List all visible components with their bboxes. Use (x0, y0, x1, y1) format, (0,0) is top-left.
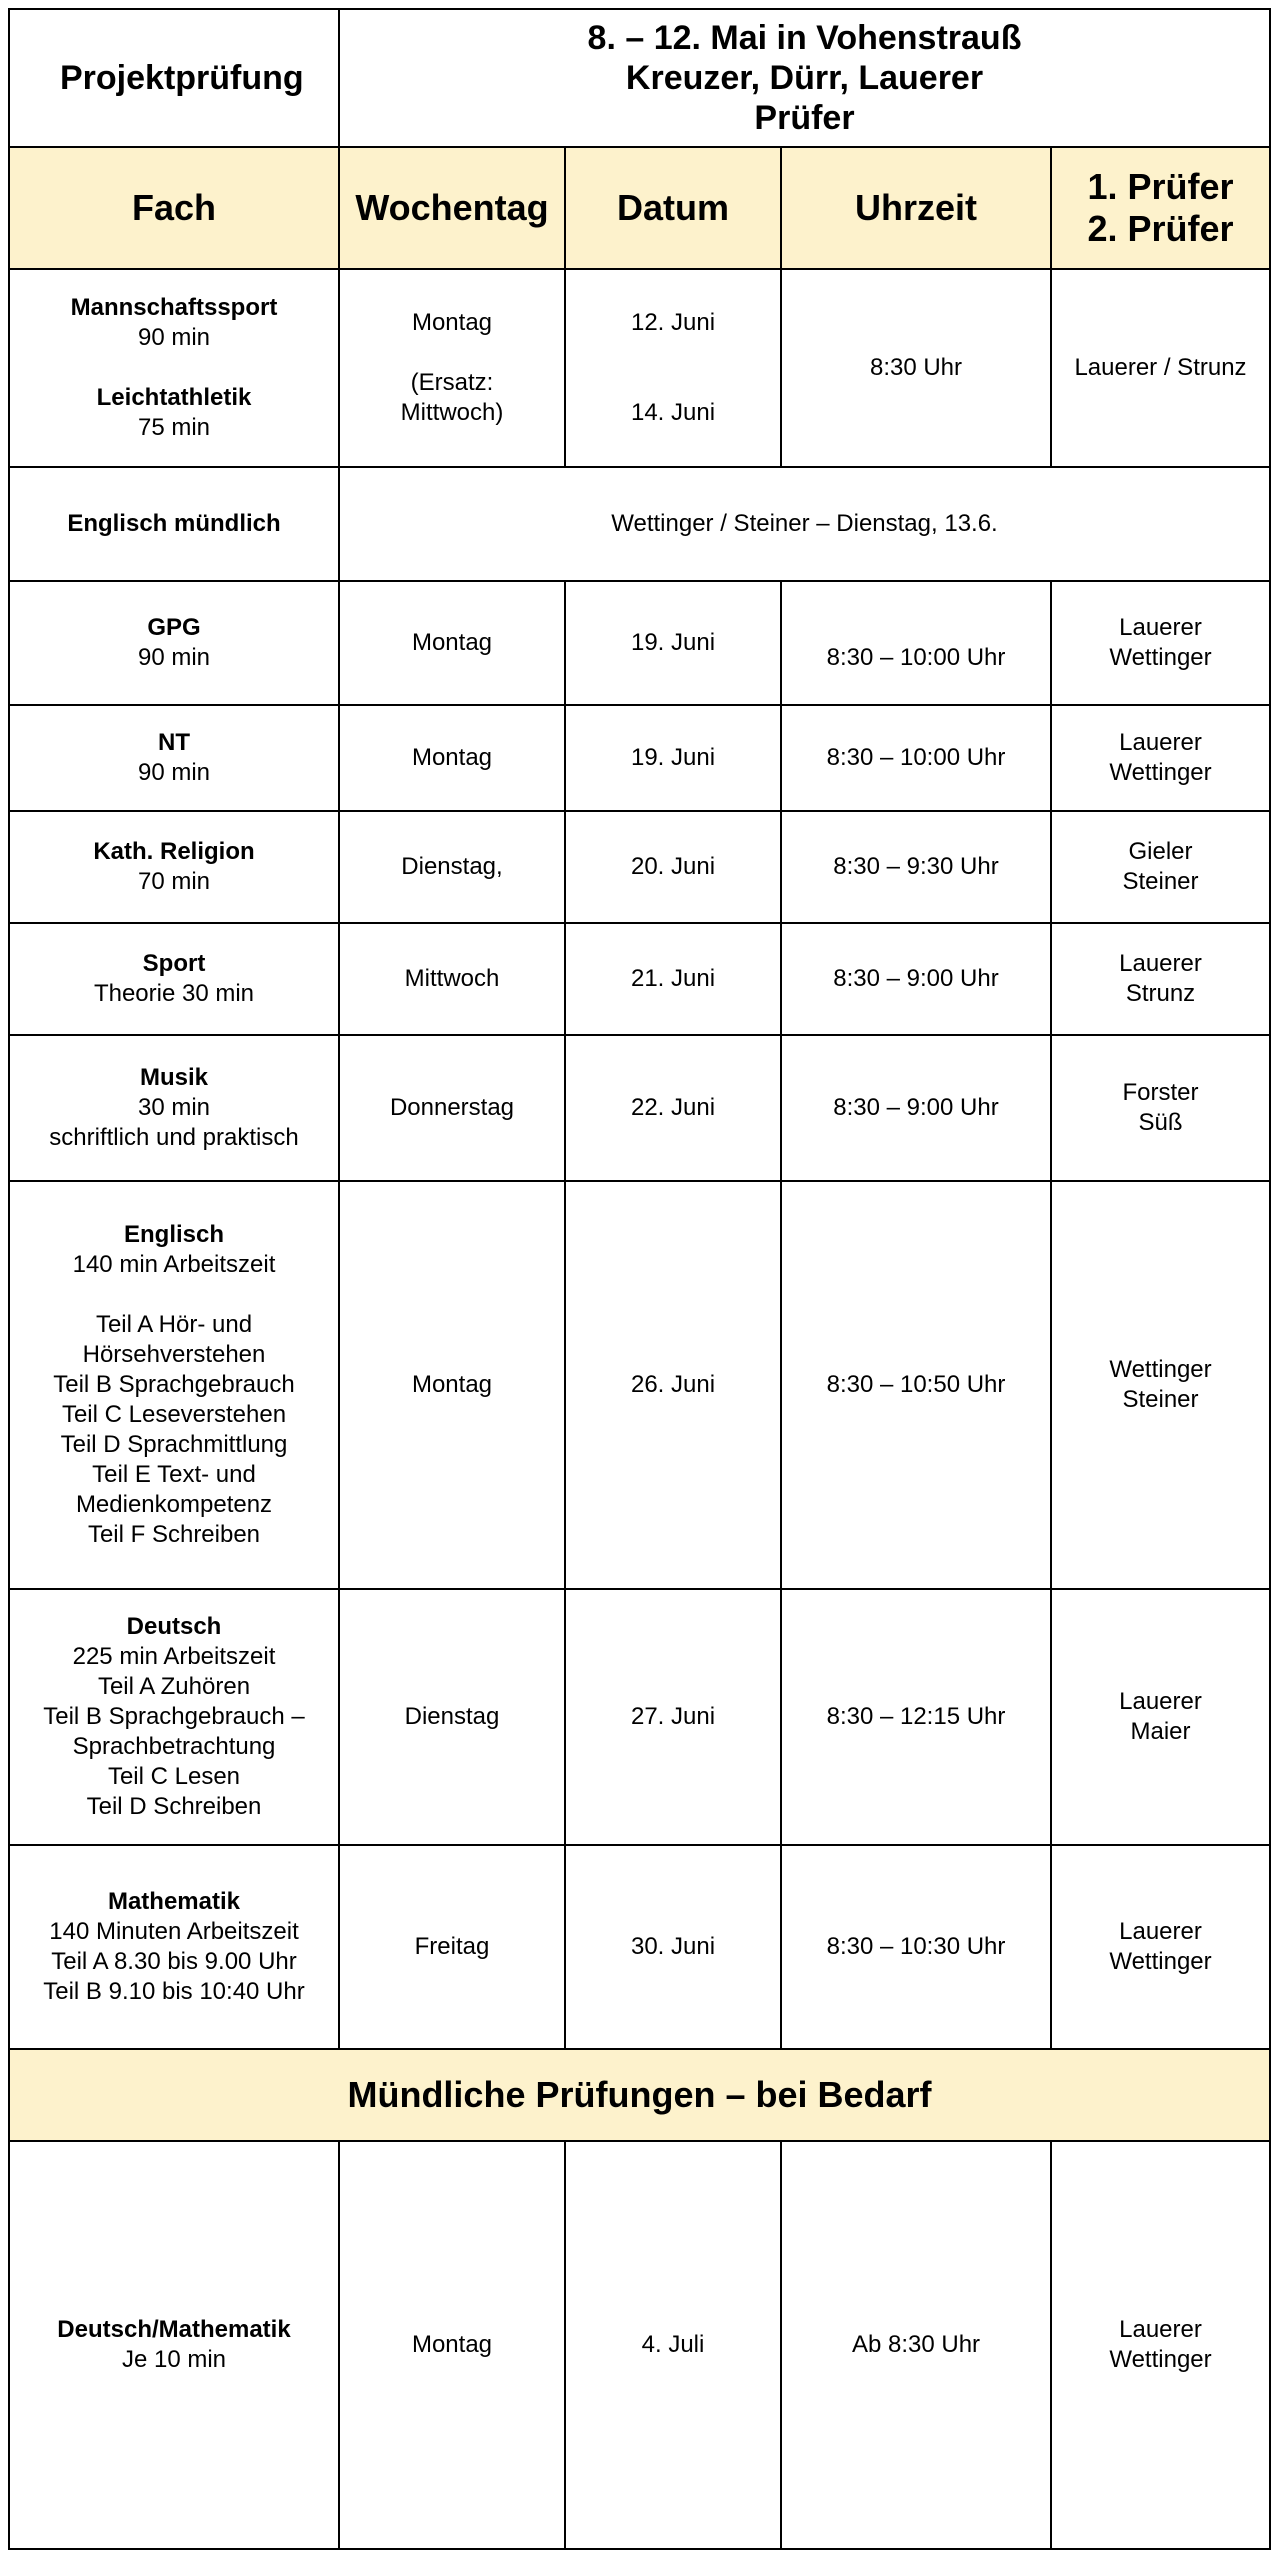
examiner-cell (1051, 1181, 1270, 1589)
weekday-cell (339, 2141, 565, 2549)
cell-line: 30. Juni (630, 1933, 716, 1960)
cell-line: 21. Juni (630, 965, 716, 992)
cell-line: Montag (411, 1371, 493, 1398)
column-header-line: 1. Prüfer (1087, 166, 1234, 207)
header-line: Kreuzer, Dürr, Lauerer (625, 59, 984, 97)
table-row (9, 811, 1270, 923)
cell-line: Ab 8:30 Uhr (851, 2331, 981, 2358)
cell-line: 19. Juni (630, 744, 716, 771)
cell-line: Englisch (123, 1221, 225, 1248)
cell-line: 90 min (137, 324, 211, 351)
cell-line: 14. Juni (630, 399, 716, 426)
column-header: Fach (9, 147, 339, 269)
subject-cell (9, 811, 339, 923)
column-header (1051, 147, 1270, 269)
table-row (9, 1035, 1270, 1181)
time-cell (781, 2141, 1051, 2549)
cell-line: Wettinger (1109, 2346, 1212, 2373)
cell-line: 4. Juli (641, 2331, 705, 2358)
cell-line (570, 368, 776, 398)
cell-line: Dienstag, (401, 853, 503, 880)
cell-line: 8:30 – 10:00 Uhr (826, 644, 1006, 671)
time-cell (781, 923, 1051, 1035)
time-cell (781, 581, 1051, 705)
cell-line: Freitag (414, 1933, 490, 1960)
time-cell (781, 1845, 1051, 2049)
column-header: Datum (565, 147, 781, 269)
weekday-cell (339, 1589, 565, 1845)
cell-line: Süß (1138, 1109, 1183, 1136)
column-header-line: 2. Prüfer (1087, 208, 1234, 249)
column-header: Uhrzeit (781, 147, 1051, 269)
cell-line (344, 338, 560, 368)
cell-line (786, 613, 1046, 643)
cell-line: Deutsch (126, 1613, 222, 1640)
time-cell (781, 269, 1051, 467)
cell-line: Lauerer (1119, 1918, 1202, 1945)
subject-cell (9, 2141, 339, 2549)
cell-line: Teil B Sprachgebrauch (53, 1371, 295, 1398)
cell-line: Lauerer (1119, 2316, 1202, 2343)
column-header-row (9, 147, 1270, 269)
weekday-cell (339, 811, 565, 923)
cell-line: Mittwoch (404, 965, 500, 992)
cell-line: Medienkompetenz (75, 1491, 273, 1518)
cell-line: 75 min (137, 414, 211, 441)
time-cell (781, 1589, 1051, 1845)
cell-line: Lauerer (1119, 1688, 1202, 1715)
cell-line: 8:30 – 12:15 Uhr (826, 1703, 1006, 1730)
cell-line: 8:30 – 9:00 Uhr (833, 965, 999, 992)
cell-line: 8:30 – 10:30 Uhr (826, 1933, 1006, 1960)
section-title: Mündliche Prüfungen – bei Bedarf (9, 2049, 1270, 2141)
cell-line: Lauerer (1119, 950, 1202, 977)
cell-line: Deutsch/Mathematik (57, 2316, 291, 2343)
cell-line: Teil C Lesen (107, 1763, 241, 1790)
column-header: Wochentag (339, 147, 565, 269)
cell-line: Teil F Schreiben (87, 1521, 261, 1548)
cell-line: Montag (411, 629, 493, 656)
cell-line: 8:30 – 10:00 Uhr (826, 744, 1006, 771)
title-row (9, 9, 1270, 147)
table-row (9, 1589, 1270, 1845)
cell-line: 8:30 – 10:50 Uhr (826, 1371, 1006, 1398)
cell-line: Wettinger (1109, 644, 1212, 671)
cell-line: 225 min Arbeitszeit (72, 1643, 276, 1670)
subject-cell (9, 705, 339, 811)
subject-cell (9, 1035, 339, 1181)
cell-line: 22. Juni (630, 1094, 716, 1121)
cell-line: 8:30 – 9:30 Uhr (833, 853, 999, 880)
examiner-cell (1051, 1845, 1270, 2049)
cell-line: 90 min (137, 644, 211, 671)
cell-line: Teil B Sprachgebrauch – (43, 1703, 305, 1730)
date-cell (565, 1845, 781, 2049)
weekday-cell (339, 1035, 565, 1181)
cell-line: Wettinger (1109, 759, 1212, 786)
cell-line: 26. Juni (630, 1371, 716, 1398)
date-cell (565, 581, 781, 705)
cell-line: GPG (147, 614, 201, 641)
cell-line: Musik (139, 1064, 208, 1091)
cell-line: 20. Juni (630, 853, 716, 880)
cell-line: 19. Juni (630, 629, 716, 656)
cell-line: Teil D Sprachmittlung (60, 1431, 288, 1458)
subject-cell (9, 467, 339, 581)
cell-line: Teil D Schreiben (86, 1793, 262, 1820)
cell-line: 90 min (137, 759, 211, 786)
table-row (9, 923, 1270, 1035)
cell-line: Je 10 min (121, 2346, 227, 2373)
cell-line: Wettinger (1109, 1356, 1212, 1383)
cell-line: 70 min (137, 868, 211, 895)
cell-line: 140 min Arbeitszeit (72, 1251, 276, 1278)
cell-line: Leichtathletik (96, 384, 252, 411)
cell-line: 8:30 Uhr (869, 354, 963, 381)
examiner-cell (1051, 269, 1270, 467)
date-cell (565, 2141, 781, 2549)
date-cell (565, 269, 781, 467)
table-row (9, 467, 1270, 581)
cell-line: Dienstag (404, 1703, 500, 1730)
examiner-cell (1051, 1035, 1270, 1181)
cell-line: Wettinger (1109, 1948, 1212, 1975)
cell-line: 140 Minuten Arbeitszeit (49, 1918, 299, 1945)
cell-line: Teil C Leseverstehen (61, 1401, 287, 1428)
cell-line: Mathematik (107, 1888, 241, 1915)
cell-line: Lauerer / Strunz (1074, 354, 1247, 381)
cell-line: Teil A 8.30 bis 9.00 Uhr (51, 1948, 297, 1975)
cell-line: Forster (1122, 1079, 1199, 1106)
cell-line: Mannschaftssport (70, 294, 278, 321)
header-info (339, 9, 1270, 147)
cell-line: Gieler (1128, 838, 1193, 865)
cell-line: Lauerer (1119, 614, 1202, 641)
cell-line: Kath. Religion (93, 838, 255, 865)
cell-line: Maier (1130, 1718, 1191, 1745)
time-cell (781, 705, 1051, 811)
examiner-cell (1051, 581, 1270, 705)
exam-schedule-table (8, 8, 1271, 2550)
cell-line: 12. Juni (630, 309, 716, 336)
examiner-cell (1051, 1589, 1270, 1845)
table-row (9, 2141, 1270, 2549)
cell-line: Lauerer (1119, 729, 1202, 756)
date-cell (565, 1181, 781, 1589)
table-row (9, 1181, 1270, 1589)
cell-line: Montag (411, 309, 493, 336)
subject-cell (9, 1589, 339, 1845)
weekday-cell (339, 1845, 565, 2049)
cell-line: Teil A Hör- und (95, 1311, 253, 1338)
table-row (9, 705, 1270, 811)
project-title: Projektprüfung (9, 9, 339, 147)
cell-line: 30 min (137, 1094, 211, 1121)
weekday-cell (339, 1181, 565, 1589)
cell-line (14, 353, 334, 383)
cell-line: Sprachbetrachtung (72, 1733, 276, 1760)
section-row (9, 2049, 1270, 2141)
examiner-cell (1051, 923, 1270, 1035)
subject-cell (9, 269, 339, 467)
date-cell (565, 1589, 781, 1845)
examiner-cell (1051, 811, 1270, 923)
merged-info-cell: Wettinger / Steiner – Dienstag, 13.6. (339, 467, 1270, 581)
weekday-cell (339, 269, 565, 467)
cell-line: Sport (142, 950, 206, 977)
subject-cell (9, 1845, 339, 2049)
cell-line: 27. Juni (630, 1703, 716, 1730)
cell-line: Englisch mündlich (67, 510, 281, 537)
cell-line (570, 338, 776, 368)
time-cell (781, 1181, 1051, 1589)
time-cell (781, 811, 1051, 923)
cell-line: NT (158, 729, 190, 756)
cell-line: Montag (411, 744, 493, 771)
header-line: Prüfer (754, 99, 855, 137)
date-cell (565, 1035, 781, 1181)
subject-cell (9, 1181, 339, 1589)
cell-line: Donnerstag (389, 1094, 515, 1121)
cell-line: Teil A Zuhören (97, 1673, 251, 1700)
cell-line: Teil B 9.10 bis 10:40 Uhr (43, 1978, 305, 2005)
subject-cell (9, 923, 339, 1035)
cell-line: Steiner (1122, 1386, 1199, 1413)
cell-line: Theorie 30 min (93, 980, 255, 1007)
date-cell (565, 923, 781, 1035)
time-cell (781, 1035, 1051, 1181)
cell-line: (Ersatz: (410, 369, 494, 396)
subject-cell (9, 581, 339, 705)
cell-line: Strunz (1125, 980, 1196, 1007)
cell-line: Mittwoch) (400, 399, 504, 426)
date-cell (565, 705, 781, 811)
cell-line (14, 1280, 334, 1310)
examiner-cell (1051, 705, 1270, 811)
cell-line: Teil E Text- und (92, 1461, 256, 1488)
cell-line: schriftlich und praktisch (49, 1124, 299, 1151)
cell-line: Steiner (1122, 868, 1199, 895)
weekday-cell (339, 705, 565, 811)
weekday-cell (339, 923, 565, 1035)
weekday-cell (339, 581, 565, 705)
cell-line: Montag (411, 2331, 493, 2358)
table-row (9, 1845, 1270, 2049)
table-row (9, 581, 1270, 705)
cell-line: Hörsehverstehen (82, 1341, 266, 1368)
date-cell (565, 811, 781, 923)
table-row (9, 269, 1270, 467)
header-line: 8. – 12. Mai in Vohenstrauß (587, 19, 1022, 57)
cell-line: 8:30 – 9:00 Uhr (833, 1094, 999, 1121)
examiner-cell (1051, 2141, 1270, 2549)
